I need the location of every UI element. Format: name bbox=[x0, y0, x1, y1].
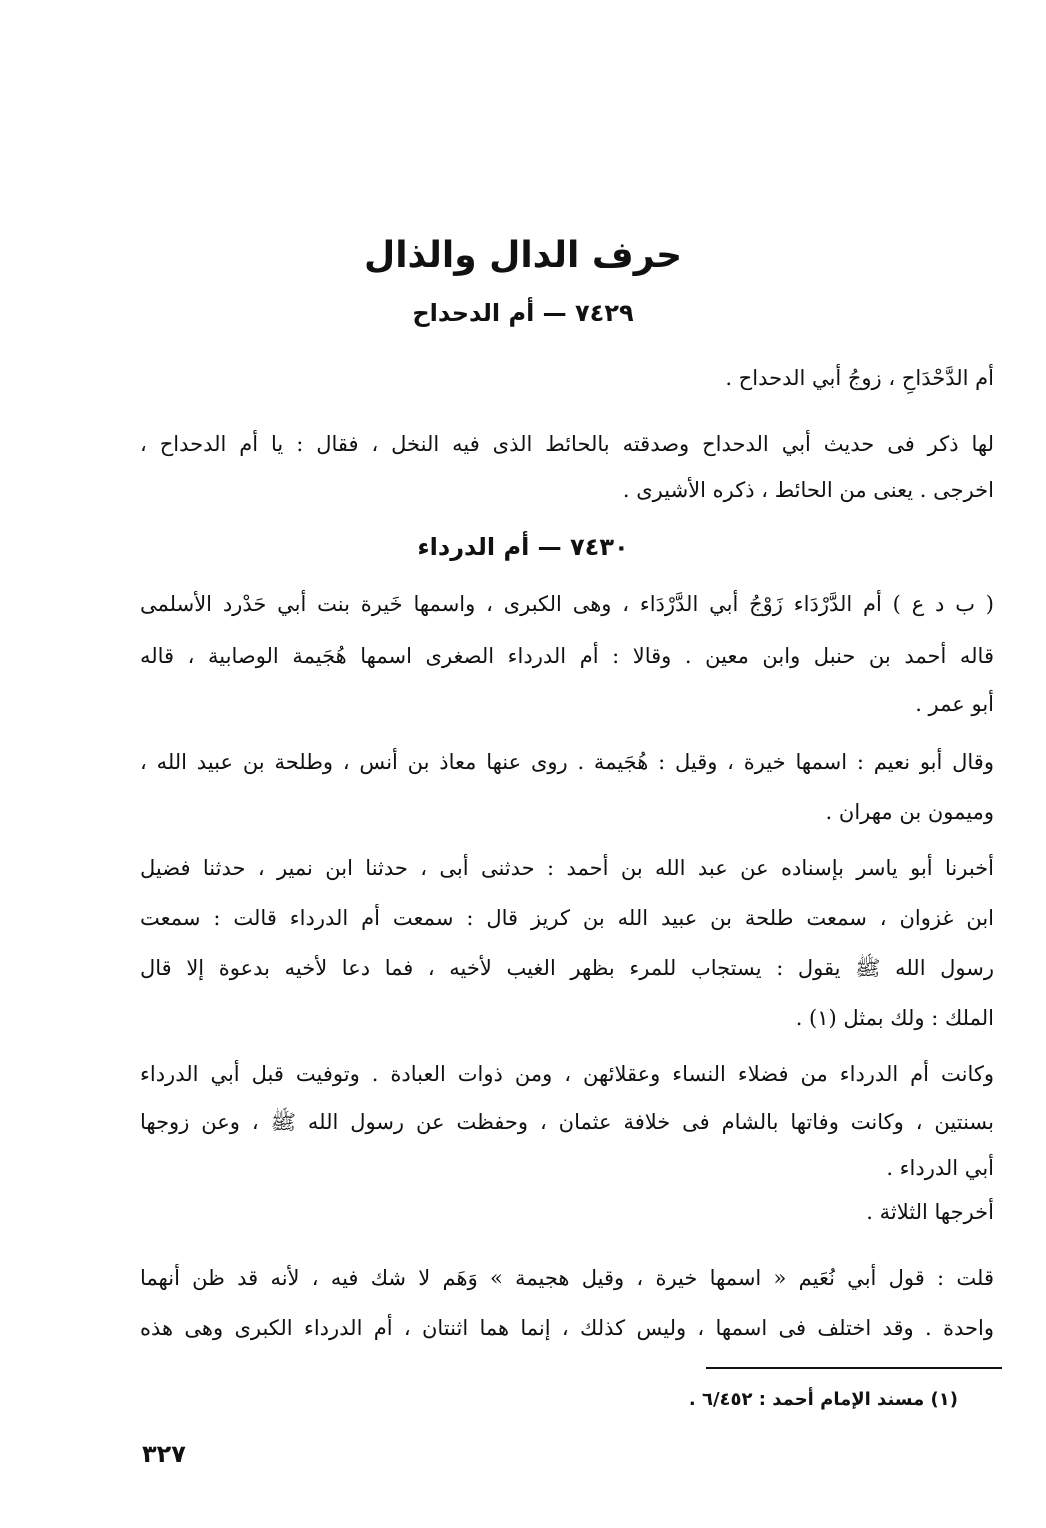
text-line: أخبرنا أبو ياسر بإسناده عن عبد الله بن أحمد : حدثنى أبى ، حدثنا ابن نمير ، حدثنا فضيل bbox=[140, 856, 994, 880]
footnote-divider bbox=[706, 1367, 1002, 1369]
entry-heading-7430: ٧٤٣٠ — أم الدرداء bbox=[417, 533, 629, 561]
text-line: أبي الدرداء . bbox=[886, 1156, 994, 1180]
chapter-title: حرف الدال والذال bbox=[363, 235, 683, 276]
text-line: وكانت أم الدرداء من فضلاء النساء وعقلائهن ، ومن ذوات العبادة . وتوفيت قبل أبي الدرداء bbox=[140, 1062, 994, 1086]
text-line: ( ب د ع ) أم الدَّرْدَاء زَوْجُ أبي الدَّرْدَاء ، وهى الكبرى ، واسمها خَيرة بنت أبي حَدْرد الأسلمى bbox=[140, 592, 994, 616]
text-line: الملك : ولك بمثل (١) . bbox=[795, 1006, 994, 1030]
text-line: وقال أبو نعيم : اسمها خيرة ، وقيل : هُجَيمة . روى عنها معاذ بن أنس ، وطلحة بن عبيد الله ، bbox=[140, 750, 994, 774]
text-line: رسول الله ﷺ يقول : يستجاب للمرء بظهر الغيب لأخيه ، فما دعا لأخيه بدعوة إلا قال bbox=[140, 956, 994, 980]
footnote: (١) مسند الإمام أحمد : ٦/٤٥٢ . bbox=[688, 1389, 958, 1410]
page-number: ٣٢٧ bbox=[142, 1440, 186, 1468]
text-line: بسنتين ، وكانت وفاتها بالشام فى خلافة عثمان ، وحفظت عن رسول الله ﷺ ، وعن زوجها bbox=[140, 1110, 994, 1134]
text-line: وميمون بن مهران . bbox=[825, 800, 994, 824]
text-line: واحدة . وقد اختلف فى اسمها ، وليس كذلك ، إنما هما اثنتان ، أم الدرداء الكبرى وهى هذه bbox=[140, 1316, 994, 1340]
text-line: أخرجها الثلاثة . bbox=[866, 1200, 994, 1224]
text-line: أم الدَّحْدَاحِ ، زوجُ أبي الدحداح . bbox=[725, 366, 994, 390]
text-line: قلت : قول أبي نُعَيم « اسمها خيرة ، وقيل هجيمة » وَهَم لا شك فيه ، لأنه قد ظن أنهما bbox=[140, 1266, 994, 1290]
text-line: قاله أحمد بن حنبل وابن معين . وقالا : أم الدرداء الصغرى اسمها هُجَيمة الوصابية ، قاله bbox=[140, 644, 994, 668]
text-line: أبو عمر . bbox=[915, 692, 994, 716]
text-line: ابن غزوان ، سمعت طلحة بن عبيد الله بن كريز قال : سمعت أم الدرداء قالت : سمعت bbox=[140, 906, 994, 930]
text-line: اخرجى . يعنى من الحائط ، ذكره الأشيرى . bbox=[622, 478, 994, 502]
entry-heading-7429: ٧٤٢٩ — أم الدحداح bbox=[412, 299, 634, 327]
text-line: لها ذكر فى حديث أبي الدحداح وصدقته بالحائط الذى فيه النخل ، فقال : يا أم الدحداح ، bbox=[140, 432, 994, 456]
